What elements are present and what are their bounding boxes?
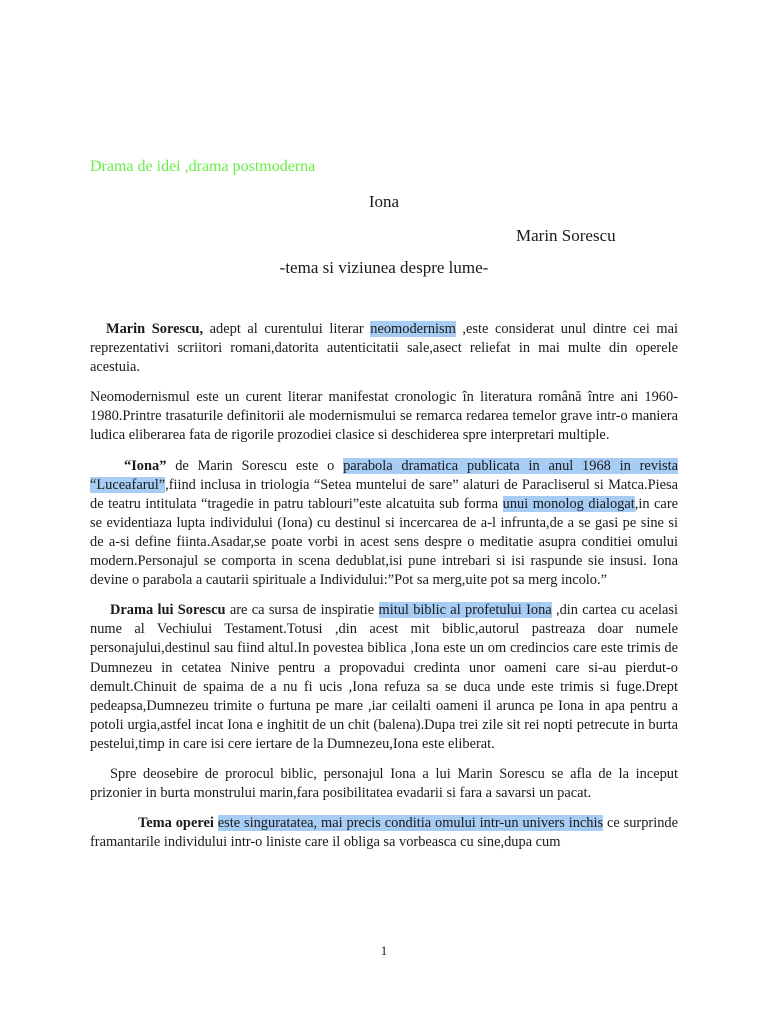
- essay-subtitle: -tema si viziunea despre lume-: [279, 258, 489, 277]
- author-name: Marin Sorescu: [516, 226, 616, 245]
- section-heading: Drama de idei ,drama postmoderna: [90, 158, 316, 175]
- essay-body: [90, 320, 678, 863]
- highlight-neomodernism: neomodernism: [370, 321, 456, 337]
- paragraph-drama: [90, 601, 678, 754]
- paragraph-tema: [90, 814, 678, 852]
- bold-iona: “Iona”: [124, 457, 167, 474]
- highlight-mit-biblic: mitul biblic al profetului Iona: [378, 602, 552, 619]
- highlight-tema: este singuratatea, mai precis conditia omului intr-un univers inchis: [217, 815, 604, 832]
- text-run: ce surprinde framantarile individului intr-o liniste care il obliga sa vorbeasca cu sine,dupa cum: [90, 815, 678, 851]
- page-number: 1: [380, 943, 388, 958]
- text-run: adept al curentului literar: [203, 321, 371, 337]
- text-run: ,este considerat unul dintre cei mai reprezentativi scriitori romani,datorita autenticitatii sale,asect reliefat in mai multe din operele acestuia.: [90, 321, 678, 376]
- bold-drama: Drama lui Sorescu: [110, 602, 226, 619]
- highlight-monolog: unui monolog dialogat: [502, 495, 635, 512]
- paragraph-intro: [90, 320, 678, 377]
- text-run: ,din cartea cu acelasi nume al Vechiului Testament.Totusi ,din acest mit biblic,autorul pastreaza doar numele personajului,destinul sau fiind altul.In povestea biblica ,Iona este un om credincios care este trimis de Dumnezeu in cetatea Ninive pentru a propovadui credinta unor oameni care si-au pierdut-o demult.Chinuit de spaima de a nu fi ucis ,Iona refuza sa se duca unde este trimis si fuge.Drept pedeapsa,Dumnezeu trimite o furtuna pe mare ,iar ceilalti oameni il arunca pe Iona in apa pentru a potoli urgia,astfel incat Iona e inghitit de un chit (balena).Dupa trei zile sit rei nopti petrecute in burta pestelui,timp in care isi cere iertare de la Dumnezeu,Iona este eliberat.: [90, 602, 678, 752]
- text-run: de Marin Sorescu este o: [166, 457, 344, 474]
- work-title: Iona: [368, 192, 400, 211]
- text-run: ,in care se evidentiaza lupta individului (Iona) cu destinul si incercarea de a-l infrunta,de a se gasi pe sine si de a-si define fiinta.Asadar,se poate vorbi in acest sens despre o meditatie asupra conditiei omului modern.Personajul se comporta in scena dedublat,isi pune intrebari si isi raspunde sie insusi. Iona devine o parabola a cautarii spirituale a Individului:”Pot sa merg,uite pot sa merg incolo.”: [90, 495, 678, 589]
- paragraph-neomodernism: Neomodernismul este un curent literar manifestat cronologic în literatura română între ani 1960-1980.Printre trasaturile definitorii ale modernismului se remarca redarea temelor grave intr-o maniera ludica eliberarea fata de rigorile prozodiei clasice si deschiderea spre interpretari multiple.: [90, 389, 678, 444]
- text-run: are ca sursa de inspiratie: [225, 602, 379, 619]
- bold-author: Marin Sorescu,: [106, 321, 204, 337]
- text-run: ,fiind inclusa in triologia “Setea muntelui de sare” alaturi de Paracliserul si Matca.Piesa de teatru intitulata “tragedie in patru tablouri”este alcatuita sub forma: [90, 476, 678, 512]
- paragraph-iona: [90, 457, 678, 591]
- highlight-parabola: parabola dramatica publicata in anul 1968 in revista “Luceafarul”: [90, 457, 678, 493]
- paragraph-comparison: Spre deosebire de prorocul biblic, personajul Iona a lui Marin Sorescu se afla de la inceput prizonier in burta monstrului marin,fara posibilitatea evadarii si fara a savarsi un pacat.: [90, 765, 678, 802]
- bold-tema: Tema operei: [138, 815, 214, 832]
